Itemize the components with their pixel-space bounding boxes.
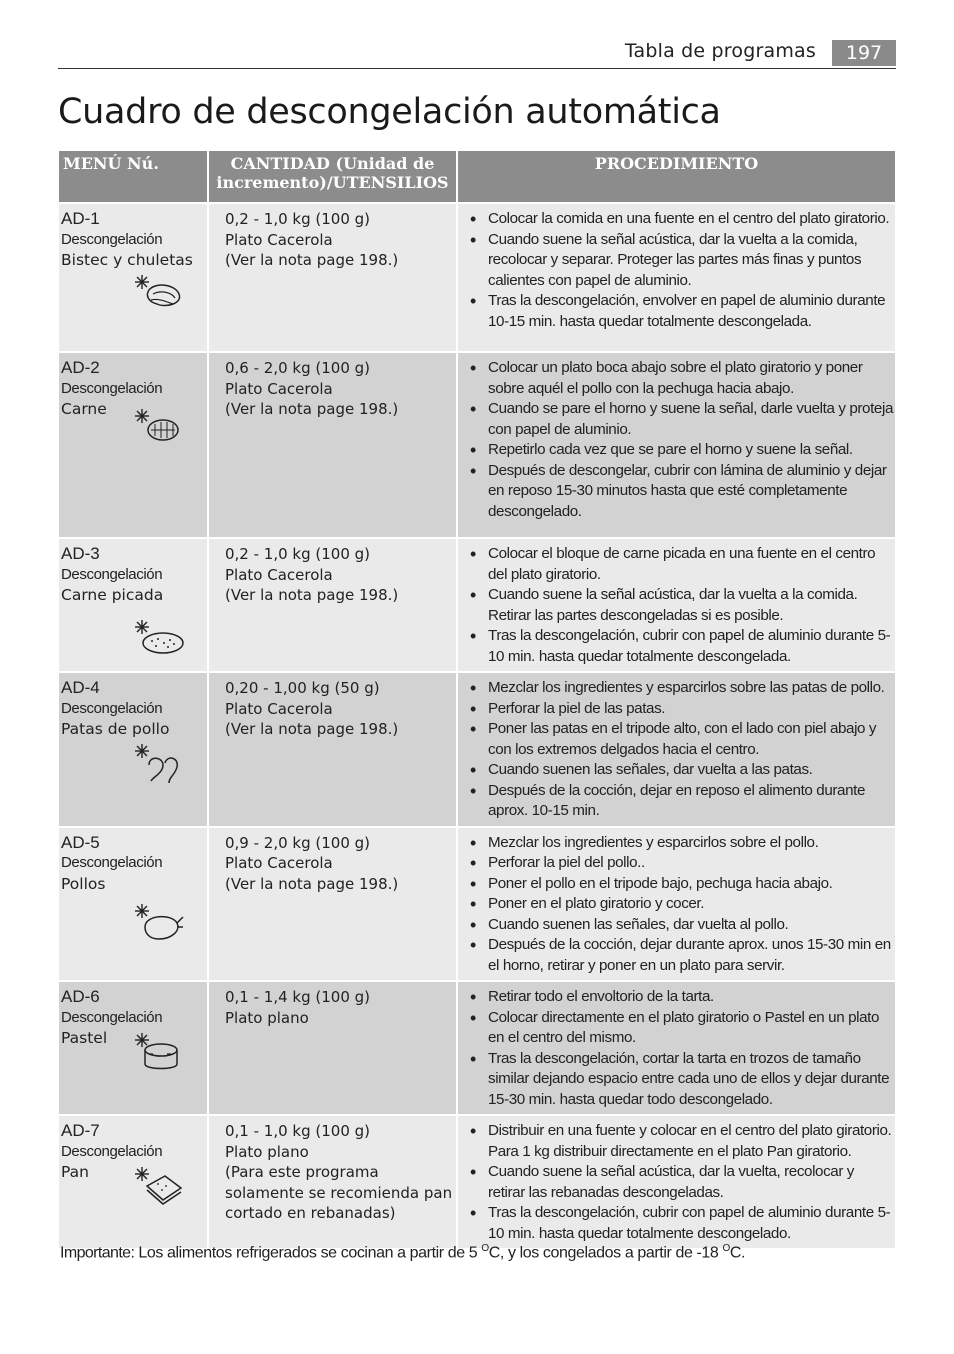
food-type: Bistec y chuletas [61,251,193,269]
procedure-steps [460,209,893,332]
procedure-step: • Poner las patas en el tripode alto, con el lado con piel abajo y con los extremos delgados hacia el centro. [470,719,893,760]
quantity-cell [209,828,456,981]
procedure-step: • Después de la cocción, dejar durante aprox. unos 15-30 min en el horno, retirar y poner en un plato para servir. [470,935,893,976]
quantity-line: Plato plano [225,1008,309,1027]
section-title: Tabla de programas [624,40,816,62]
program-mode: Descongelación [61,854,163,871]
degree-mark: O [481,1243,489,1254]
program-mode: Descongelación [61,1008,163,1026]
procedure-step: • Mezclar los ingredientes y esparcirlos sobre las patas de pollo. [470,678,893,699]
procedure-step: • Cuando suene la señal acústica, dar la vuelta a la comida. Retirar las partes descongeladas si es posible. [470,585,893,626]
defrost-programs-table [57,149,897,1250]
program-code: AD-3 [61,544,100,563]
procedure-cell [458,828,895,981]
procedure-step: • Perforar la piel del pollo.. [470,853,893,874]
table-row [59,828,895,981]
menu-cell [59,1116,207,1248]
procedure-cell [458,539,895,671]
program-code: AD-4 [61,678,100,697]
table-row [59,982,895,1114]
procedure-step: • Colocar la comida en una fuente en el centro del plato giratorio. [470,209,893,230]
procedure-step: • Después de descongelar, cubrir con lámina de aluminio y dejar en reposo 15-30 minutos hasta que esté completamente descongelado. [470,461,893,523]
procedure-step: • Poner el pollo en el tripode bajo, pechuga hacia abajo. [470,874,893,895]
degree-mark: O [722,1243,730,1254]
procedure-step: • Tras la descongelación, cubrir con papel de aluminio durante 5-10 min. hasta quedar totalmente descongelado. [470,1203,893,1244]
quantity-line: 0,20 - 1,00 kg (50 g) [225,679,380,697]
procedure-cell [458,673,895,826]
program-mode: Descongelación [61,699,163,717]
quantity-line: (Ver la nota page 198.) [225,251,399,269]
table-row [59,353,895,537]
quantity-cell [209,982,456,1114]
column-header-menu: MENÚ Nú. [59,151,207,202]
procedure-step: • Tras la descongelación, cortar la tarta en trozos de tamaño similar dejando espacio entre cada uno de ellos y dejar durante 15-30 min. hasta quedar todo descongelado. [470,1049,893,1111]
quantity-line: 0,9 - 2,0 kg (100 g) [225,833,371,852]
procedure-step: • Repetirlo cada vez que se pare el horno y suene la señal. [470,440,893,461]
note-text-before: Los alimentos refrigerados se cocinan a partir de 5 [134,1244,482,1262]
program-mode: Descongelación [61,565,163,583]
procedure-step: • Cuando suene la señal acústica, dar la vuelta a la comida, recolocar y separar. Proteger las partes más finas y puntos calientes con papel de aluminio. [470,230,893,292]
menu-cell [59,204,207,351]
quantity-line: Plato Cacerola [225,854,333,872]
note-text-after: C. [729,1244,746,1262]
procedure-steps [460,987,893,1110]
procedure-step: • Distribuir en una fuente y colocar en el centro del plato giratorio. Para 1 kg distribuir directamente en el plato Pan giratorio. [470,1121,893,1162]
procedure-step: • Tras la descongelación, cubrir con papel de aluminio durante 5-10 min. hasta quedar totalmente descongelada. [470,626,893,667]
quantity-line: Plato Cacerola [225,699,333,718]
quantity-cell [209,673,456,826]
page-number: 197 [832,40,896,66]
quantity-cell [209,1116,456,1248]
column-header-procedure: PROCEDIMIENTO [458,151,895,202]
steak-icon [135,274,185,314]
procedure-steps [460,358,893,522]
menu-cell [59,828,207,981]
procedure-steps [460,1121,893,1244]
note-label: Importante: [60,1244,135,1262]
note-text-middle: C, y los congelados a partir de -18 [488,1244,723,1262]
quantity-line: 0,6 - 2,0 kg (100 g) [225,359,371,377]
minced-meat-icon [135,619,185,659]
procedure-step: • Colocar un plato boca abajo sobre el plato giratorio y poner sobre aquél el pollo con la pechuga hacia abajo. [470,358,893,399]
food-type: Patas de pollo [61,720,170,738]
page-header [58,38,896,69]
program-code: AD-6 [61,987,100,1006]
procedure-step: • Cuando suenen las señales, dar vuelta a las patas. [470,760,893,781]
procedure-cell [458,1116,895,1248]
quantity-line: Plato Cacerola [225,230,333,249]
program-mode: Descongelación [61,1142,163,1160]
quantity-line: Plato Cacerola [225,565,333,584]
quantity-line: Plato Cacerola [225,379,333,398]
program-mode: Descongelación [61,379,163,397]
table-row [59,1116,895,1248]
program-code: AD-1 [61,209,100,228]
program-code: AD-5 [61,832,100,852]
program-mode: Descongelación [61,230,163,248]
food-type: Carne [61,400,107,418]
food-type: Carne picada [61,586,164,604]
procedure-step: • Retirar todo el envoltorio de la tarta. [470,987,893,1008]
menu-cell [59,353,207,537]
bread-icon [135,1166,185,1206]
program-code: AD-7 [61,1121,100,1140]
quantity-line: (Ver la nota page 198.) [225,586,399,604]
menu-cell [59,673,207,826]
procedure-step: • Cuando suene la señal acústica, dar la vuelta, recolocar y retirar las rebanadas descongeladas. [470,1162,893,1203]
procedure-step: • Tras la descongelación, envolver en papel de aluminio durante 10-15 min. hasta quedar totalmente descongelada. [470,291,893,332]
program-code: AD-2 [61,358,100,377]
procedure-step: • Perforar la piel de las patas. [470,699,893,720]
quantity-line: (Ver la nota page 198.) [225,400,399,418]
quantity-line: (Ver la nota page 198.) [225,874,399,893]
procedure-step: • Colocar el bloque de carne picada en una fuente en el centro del plato giratorio. [470,544,893,585]
procedure-steps [460,544,893,667]
cake-icon [135,1032,185,1072]
quantity-cell [209,539,456,671]
roast-icon [135,408,185,448]
procedure-step: • Cuando suenen las señales, dar vuelta al pollo. [470,915,893,936]
food-type: Pan [61,1163,89,1181]
quantity-cell [209,353,456,537]
food-type: Pastel [61,1029,108,1047]
procedure-steps [460,833,893,977]
quantity-line: 0,2 - 1,0 kg (100 g) [225,210,371,228]
table-row [59,539,895,671]
procedure-cell [458,982,895,1114]
table-header-row [59,151,895,202]
quantity-line: (Para este programa solamente se recomienda pan cortado en rebanadas) [225,1163,453,1222]
quantity-line: 0,2 - 1,0 kg (100 g) [225,545,371,563]
important-note [60,1243,745,1262]
quantity-cell [209,204,456,351]
chicken-legs-icon [135,743,185,783]
quantity-line: Plato plano [225,1142,309,1161]
procedure-step: • Colocar directamente en el plato giratorio o Pastel en un plato en el centro del mismo. [470,1008,893,1049]
quantity-line: (Ver la nota page 198.) [225,720,399,738]
quantity-line: 0,1 - 1,0 kg (100 g) [225,1122,371,1140]
menu-cell [59,539,207,671]
food-type: Pollos [61,874,106,893]
quantity-line: 0,1 - 1,4 kg (100 g) [225,988,371,1006]
menu-cell [59,982,207,1114]
table-row [59,204,895,351]
column-header-quantity: CANTIDAD (Unidad de incremento)/UTENSILIOS [209,151,456,202]
procedure-step: • Mezclar los ingredientes y esparcirlos sobre el pollo. [470,833,893,854]
chicken-icon [135,903,185,943]
procedure-cell [458,204,895,351]
procedure-step: • Cuando se pare el horno y suene la señal, darle vuelta y proteja con papel de aluminio. [470,399,893,440]
procedure-steps [460,678,893,822]
page-title: Cuadro de descongelación automática [58,92,721,132]
procedure-step: • Después de la cocción, dejar en reposo el alimento durante aprox. 10-15 min. [470,781,893,822]
table-row [59,673,895,826]
procedure-step: • Poner en el plato giratorio y cocer. [470,894,893,915]
procedure-cell [458,353,895,537]
